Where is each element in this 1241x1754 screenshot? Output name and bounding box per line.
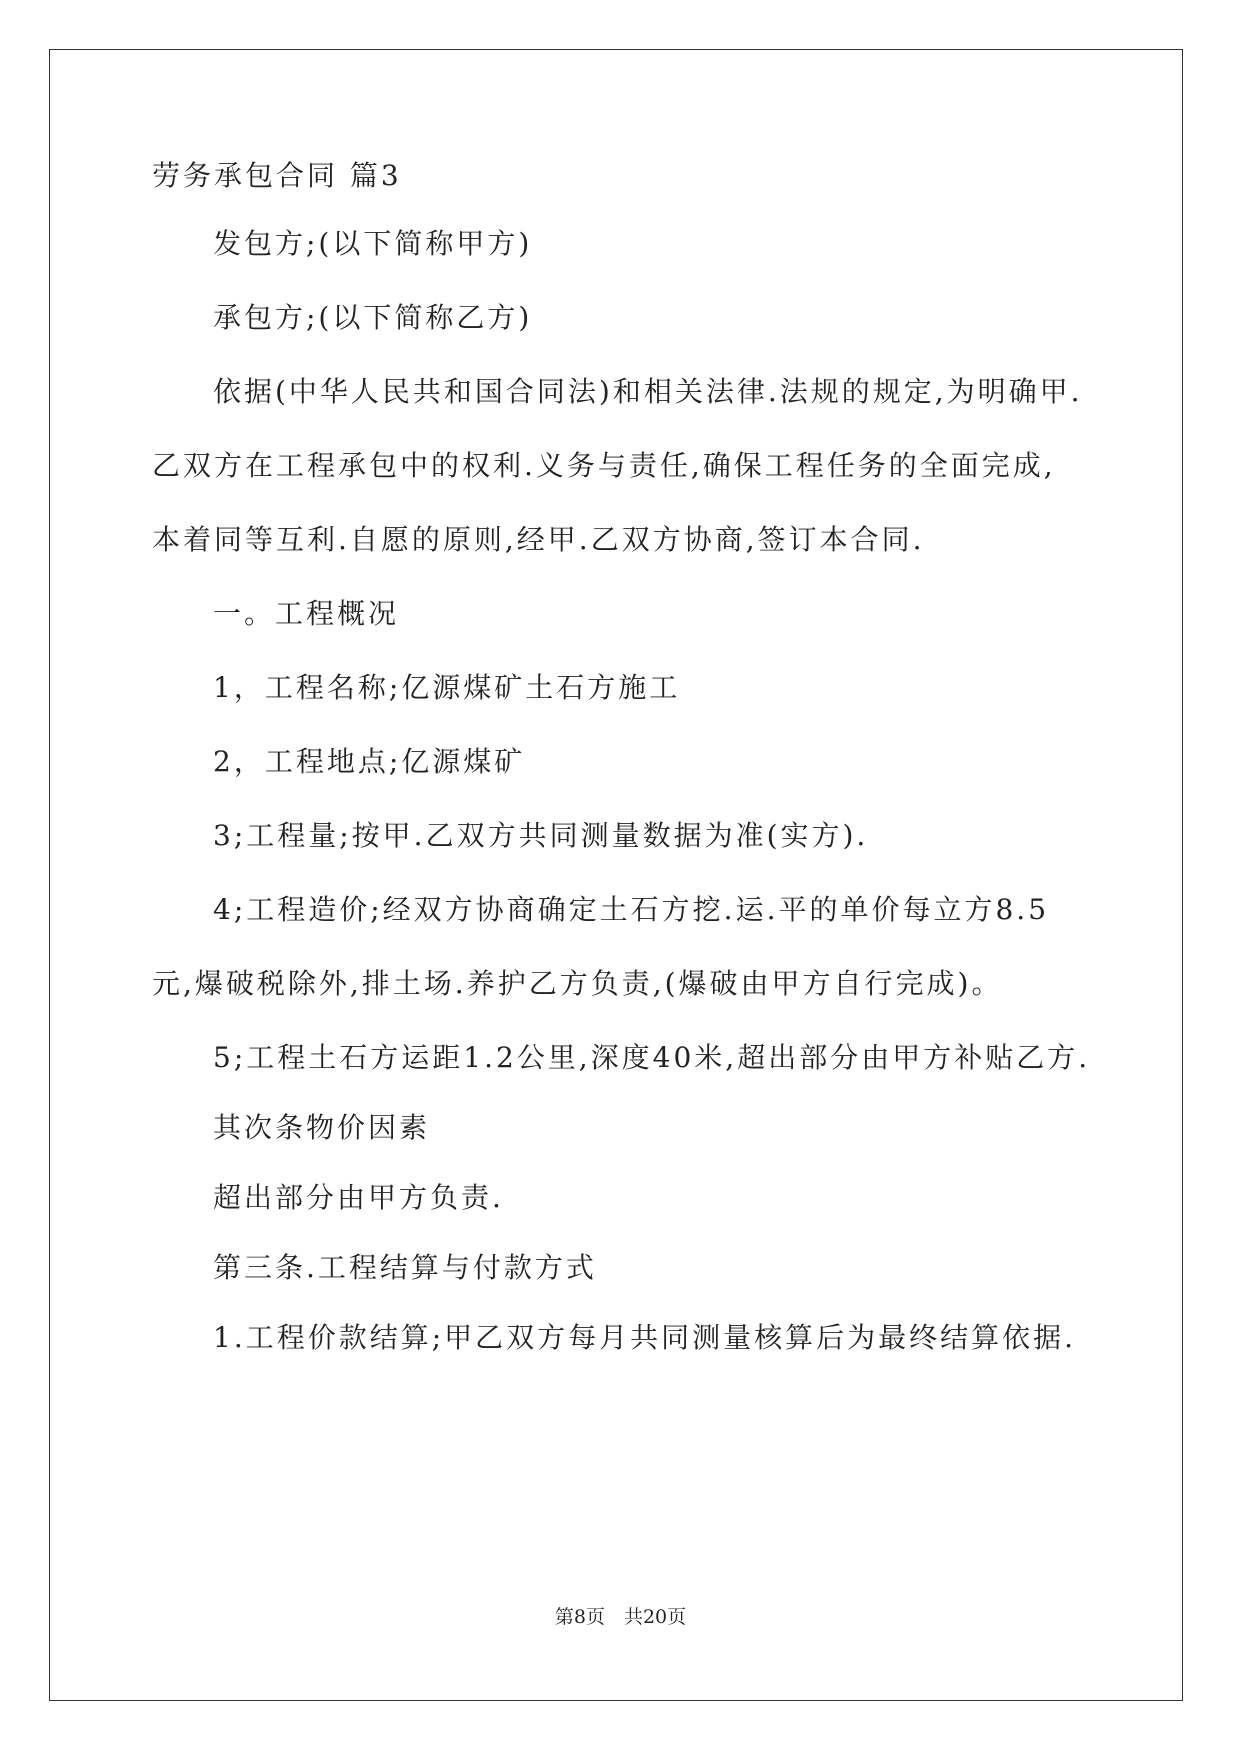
party-a-line: 发包方;(以下简称甲方) bbox=[213, 227, 533, 260]
section-heading-price: 其次条物价因素 bbox=[213, 1111, 431, 1144]
clause-project-location: 2，工程地点;亿源煤矿 bbox=[213, 745, 526, 778]
clause-settlement: 1.工程价款结算;甲乙双方每月共同测量核算后为最终结算依据. bbox=[213, 1321, 1077, 1354]
page-number-footer: 第8页 共20页 bbox=[554, 1606, 687, 1628]
clause-project-name: 1，工程名称;亿源煤矿土石方施工 bbox=[213, 671, 681, 704]
preamble-line-3: 本着同等互利.自愿的原则,经甲.乙双方协商,签订本合同. bbox=[152, 523, 925, 556]
section-heading-settlement: 第三条.工程结算与付款方式 bbox=[213, 1251, 597, 1284]
document-title: 劳务承包合同 篇3 bbox=[152, 159, 402, 192]
clause-cost-line-2: 元,爆破税除外,排土场.养护乙方负责,(爆破由甲方自行完成)。 bbox=[152, 967, 1003, 1000]
section-heading-overview: 一。工程概况 bbox=[213, 597, 400, 630]
page-border bbox=[49, 49, 1183, 1701]
clause-quantity: 3;工程量;按甲.乙双方共同测量数据为准(实方). bbox=[213, 819, 869, 852]
clause-cost-line-1: 4;工程造价;经双方协商确定土石方挖.运.平的单价每立方8.5 bbox=[213, 893, 1050, 926]
clause-distance: 5;工程土石方运距1.2公里,深度40米,超出部分由甲方补贴乙方. bbox=[213, 1041, 1091, 1074]
party-b-line: 承包方;(以下简称乙方) bbox=[213, 301, 533, 334]
preamble-line-2: 乙双方在工程承包中的权利.义务与责任,确保工程任务的全面完成, bbox=[152, 449, 1056, 482]
clause-price-excess: 超出部分由甲方负责. bbox=[213, 1181, 504, 1214]
preamble-line-1: 依据(中华人民共和国合同法)和相关法律.法规的规定,为明确甲. bbox=[213, 375, 1083, 408]
